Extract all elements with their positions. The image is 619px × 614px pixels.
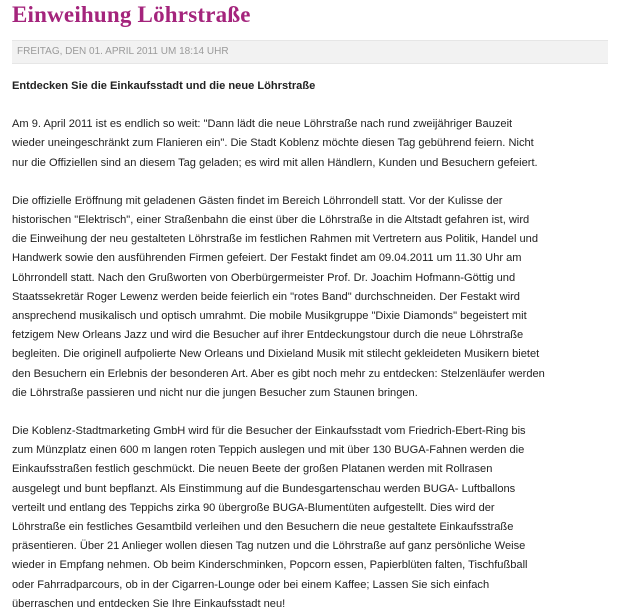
paragraph-line: Die offizielle Eröffnung mit geladenen Gästen findet im Bereich Löhrrondell statt. Vor der Kulisse der [12,194,503,207]
paragraph-3 [12,422,612,614]
paragraph-line: oder Fahrradparcours, ob in der Cigarren-Lounge oder bei einem Kaffee; Lassen Sie sich einfach [12,578,490,591]
paragraph-line: begleiten. Die originell aufpolierte New Orleans und Dixieland Musik mit stilecht gekleideten Musikern bietet [12,348,540,361]
paragraph-line: fetzigem New Orleans Jazz und wird die Besucher auf ihrer Entdeckungstour durch die neue Löhrstraße [12,329,524,342]
article-title[interactable]: Einweihung Löhrstraße [12,2,251,27]
paragraph-line: zum Münzplatz einen 600 m langen roten Teppich auslegen und mit über 130 BUGA-Fahnen werden die [12,444,525,457]
article-lead: Entdecken Sie die Einkaufsstadt und die neue Löhrstraße [12,80,316,92]
paragraph-line: Löhrstraße ein festliches Gesamtbild verleihen und den Besuchern die neue gestaltete Einkaufsstraße [12,521,514,534]
paragraph-line: nur die Offiziellen sind an diesem Tag geladen; es wird mit allen Händlern, Kunden und Besuchern gefeiert. [12,156,538,169]
paragraph-line: wieder in Empfang nehmen. Ob beim Kinderschminken, Popcorn essen, Papierblüten falten, Tischfußball [12,559,528,572]
paragraph-line: wieder uneingeschränkt zum Flanieren ein". Die Stadt Koblenz möchte diesen Tag gebührend feiern. Nicht [12,137,534,150]
paragraph-line: präsentieren. Über 21 Anlieger wollen diesen Tag nutzen und die Löhrstraße auf ganz persönliche Weise [12,540,526,553]
paragraph-line: ausgelegt und bunt bepflanzt. Als Einstimmung auf die Bundesgartenschau werden BUGA- Luftballons [12,482,516,495]
paragraph-line: Einkaufsstraßen festlich geschmückt. Die neuen Beete der großen Platanen werden mit Rollrasen [12,463,493,476]
paragraph-line: Löhrrondell statt. Nach den Grußworten von Oberbürgermeister Prof. Dr. Joachim Hofmann-Göttig und [12,271,516,284]
paragraph-line: den Besuchern ein Erlebnis der besonderen Art. Aber es gibt noch mehr zu entdecken: Stelzenläufer werden [12,367,545,380]
paragraph-line: Handwerk sowie den ausführenden Firmen gefeiert. Der Festakt findet am 09.04.2011 um 11.30 Uhr am [12,252,522,265]
paragraph-1 [12,115,612,173]
article-body [12,77,612,614]
paragraph-line: verteilt und entlang des Teppichs zirka 90 übergroße BUGA-Blumentüten aufgestellt. Dies wird der [12,501,495,514]
paragraph-line: Am 9. April 2011 ist es endlich so weit: "Dann lädt die neue Löhrstraße nach rund zweijähriger Bauzeit [12,118,513,131]
paragraph-line: ansprechend musikalisch und optisch umrahmt. Die mobile Musikgruppe "Dixie Diamonds" begeistert mit [12,310,527,323]
paragraph-line: historischen "Elektrisch", einer Straßenbahn die einst über die Löhrstraße in die Altstadt gefahren ist, wird [12,214,530,227]
article-dateline: FREITAG, DEN 01. APRIL 2011 UM 18:14 UHR [12,40,608,64]
paragraph-line: die Einweihung der neu gestalteten Löhrstraße im festlichen Rahmen mit Vertretern aus Politik, Handel und [12,233,539,246]
paragraph-line: die Löhrstraße passieren und nicht nur die jungen Besucher zum Staunen bringen. [12,386,418,399]
paragraph-2 [12,192,612,403]
paragraph-line: Staatssekretär Roger Lewenz werden beide feierlich ein "rotes Band" durchschneiden. Der Festakt wird [12,290,520,303]
paragraph-line: Die Koblenz-Stadtmarketing GmbH wird für die Besucher der Einkaufsstadt vom Friedrich-Ebert-Ring bis [12,425,526,438]
paragraph-line: überraschen und entdecken Sie Ihre Einkaufsstadt neu! [12,597,286,610]
